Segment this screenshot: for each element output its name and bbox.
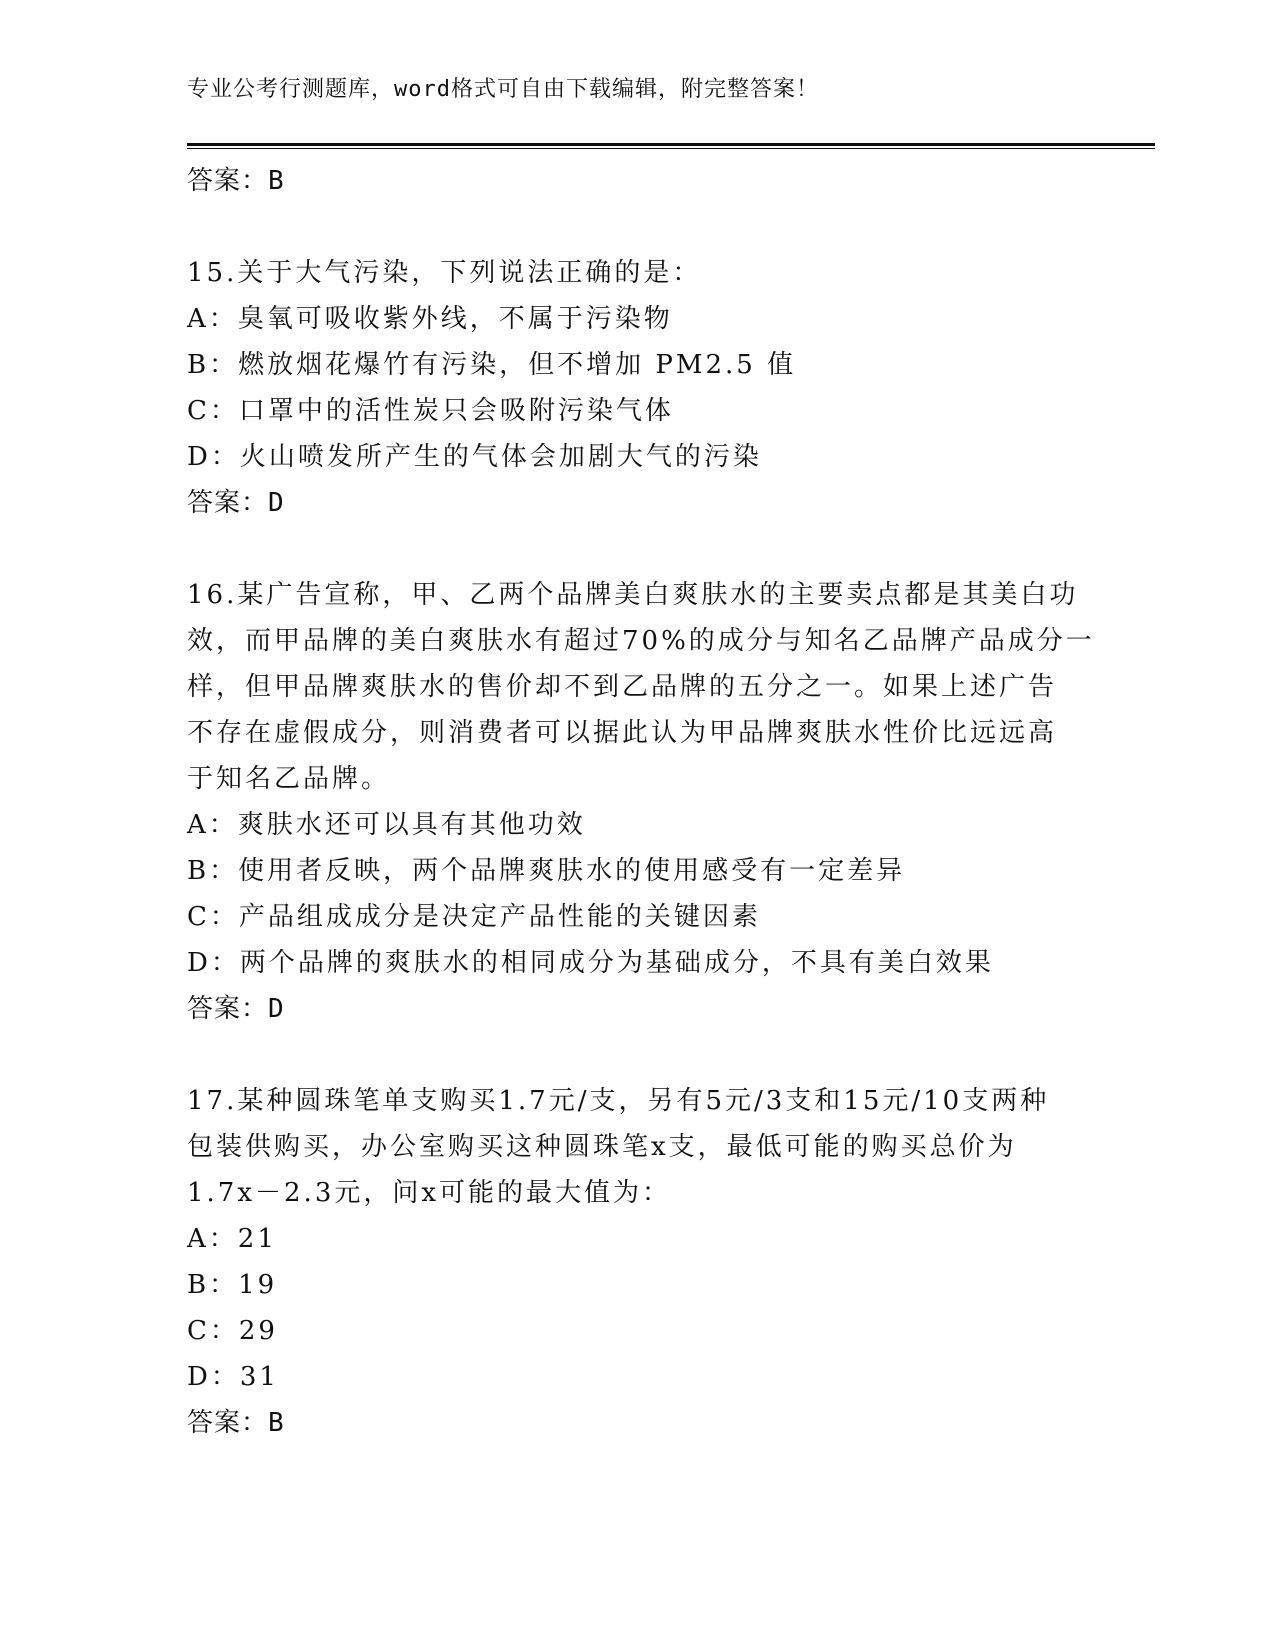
question-stem: 样，但甲品牌爽肤水的售价却不到乙品牌的五分之一。如果上述广告 xyxy=(187,672,1058,702)
divider-thick-line xyxy=(187,143,1155,146)
option-b: B：19 xyxy=(187,1270,278,1300)
question-stem: 效，而甲品牌的美白爽肤水有超过70%的成分与知名乙品牌产品成分一 xyxy=(187,626,1095,656)
answer-line: 答案：B xyxy=(187,1408,285,1438)
option-d: D：31 xyxy=(187,1362,279,1392)
option-c: C：29 xyxy=(187,1316,278,1346)
question-stem: 于知名乙品牌。 xyxy=(187,764,391,794)
divider-thin-line xyxy=(187,148,1155,149)
answer-line: 答案：B xyxy=(187,166,285,196)
answer-line: 答案：D xyxy=(187,994,285,1024)
question-stem: 15.关于大气污染，下列说法正确的是： xyxy=(187,258,702,288)
option-a: A：21 xyxy=(187,1224,277,1254)
question-stem: 不存在虚假成分，则消费者可以据此认为甲品牌爽肤水性价比远远高 xyxy=(187,718,1058,748)
question-stem: 1.7x－2.3元，问x可能的最大值为： xyxy=(187,1178,672,1208)
question-stem: 16.某广告宣称，甲、乙两个品牌美白爽肤水的主要卖点都是其美白功 xyxy=(187,580,1079,610)
question-stem: 包装供购买，办公室购买这种圆珠笔x支，最低可能的购买总价为 xyxy=(187,1132,1017,1162)
option-d: D：两个品牌的爽肤水的相同成分为基础成分，不具有美白效果 xyxy=(187,948,994,978)
question-stem: 17.某种圆珠笔单支购买1.7元/支，另有5元/3支和15元/10支两种 xyxy=(187,1086,1050,1116)
question-17 xyxy=(187,1078,1087,1446)
answer-line: 答案：D xyxy=(187,488,285,518)
question-16 xyxy=(187,572,1095,1032)
option-b: B：燃放烟花爆竹有污染，但不增加 PM2.5 值 xyxy=(187,350,797,380)
question-content xyxy=(187,158,1095,1446)
option-c: C：产品组成成分是决定产品性能的关键因素 xyxy=(187,902,761,932)
page-header: 专业公考行测题库，word格式可自由下载编辑，附完整答案！ xyxy=(187,77,819,102)
question-15 xyxy=(187,250,1087,526)
option-d: D：火山喷发所产生的气体会加剧大气的污染 xyxy=(187,442,762,472)
option-a: A：爽肤水还可以具有其他功效 xyxy=(187,810,586,840)
option-c: C：口罩中的活性炭只会吸附污染气体 xyxy=(187,396,674,426)
option-b: B：使用者反映，两个品牌爽肤水的使用感受有一定差异 xyxy=(187,856,906,886)
header-divider xyxy=(187,143,1155,149)
option-a: A：臭氧可吸收紫外线，不属于污染物 xyxy=(187,304,673,334)
